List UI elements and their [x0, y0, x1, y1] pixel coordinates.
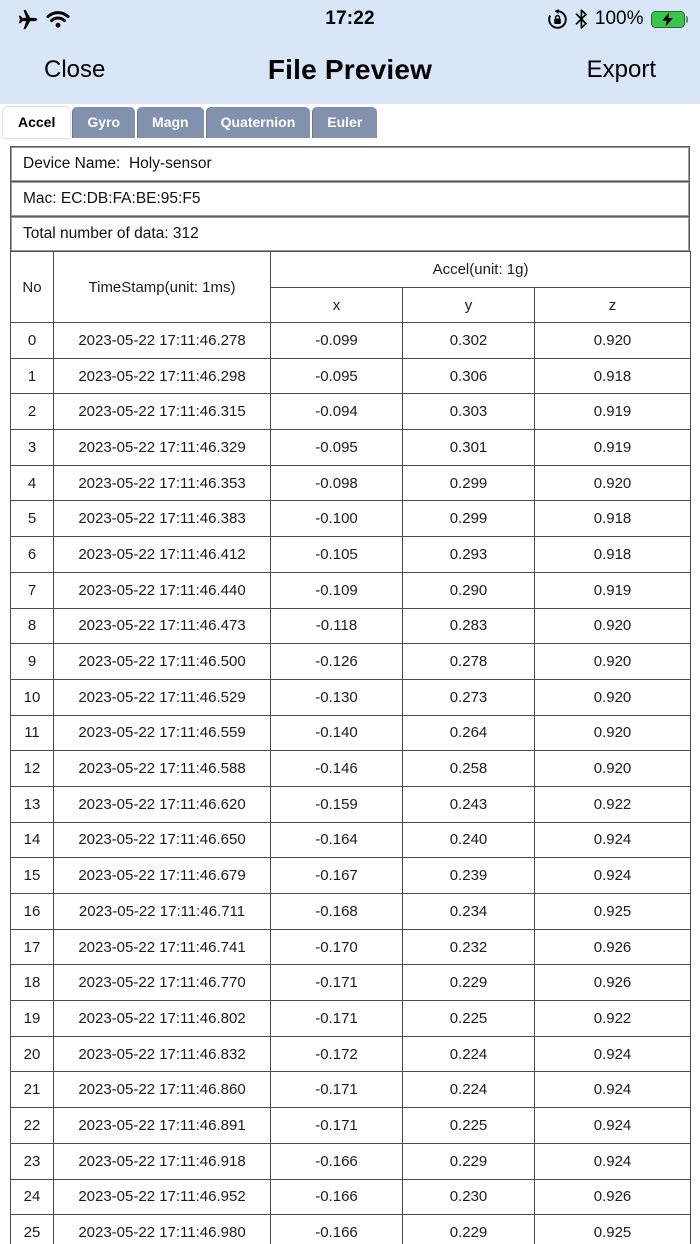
cell-x: -0.172	[271, 1036, 403, 1072]
cell-y: 0.290	[403, 572, 535, 608]
cell-y: 0.224	[403, 1036, 535, 1072]
cell-ts: 2023-05-22 17:11:46.650	[54, 822, 271, 858]
cell-x: -0.109	[271, 572, 403, 608]
cell-z: 0.920	[535, 644, 691, 680]
cell-z: 0.919	[535, 572, 691, 608]
table-row	[11, 572, 691, 608]
cell-y: 0.232	[403, 929, 535, 965]
cell-x: -0.171	[271, 1072, 403, 1108]
cell-y: 0.258	[403, 751, 535, 787]
cell-ts: 2023-05-22 17:11:46.679	[54, 858, 271, 894]
cell-x: -0.166	[271, 1215, 403, 1244]
cell-ts: 2023-05-22 17:11:46.315	[54, 394, 271, 430]
cell-no: 20	[11, 1036, 54, 1072]
cell-z: 0.924	[535, 822, 691, 858]
table-row	[11, 608, 691, 644]
file-info-list	[10, 146, 690, 252]
cell-x: -0.159	[271, 786, 403, 822]
data-table	[10, 251, 691, 1244]
page-title: File Preview	[267, 54, 433, 85]
status-bar	[0, 0, 700, 36]
table-row	[11, 929, 691, 965]
cell-z: 0.922	[535, 1001, 691, 1037]
cell-x: -0.095	[271, 358, 403, 394]
cell-z: 0.924	[535, 1036, 691, 1072]
cell-z: 0.922	[535, 786, 691, 822]
cell-ts: 2023-05-22 17:11:46.500	[54, 644, 271, 680]
cell-no: 19	[11, 1001, 54, 1037]
cell-x: -0.171	[271, 1108, 403, 1144]
cell-y: 0.303	[403, 394, 535, 430]
table-row	[11, 858, 691, 894]
cell-x: -0.166	[271, 1179, 403, 1215]
cell-z: 0.924	[535, 1072, 691, 1108]
cell-z: 0.925	[535, 1215, 691, 1244]
table-row	[11, 894, 691, 930]
cell-x: -0.100	[271, 501, 403, 537]
cell-ts: 2023-05-22 17:11:46.711	[54, 894, 271, 930]
tab-accel[interactable]: Accel	[3, 107, 70, 138]
table-row	[11, 1072, 691, 1108]
table-row	[11, 1036, 691, 1072]
cell-ts: 2023-05-22 17:11:46.588	[54, 751, 271, 787]
cell-x: -0.094	[271, 394, 403, 430]
cell-z: 0.918	[535, 358, 691, 394]
tab-quaternion[interactable]: Quaternion	[206, 107, 311, 138]
cell-y: 0.302	[403, 323, 535, 359]
header-accel-group: Accel(unit: 1g)	[271, 252, 691, 288]
cell-x: -0.140	[271, 715, 403, 751]
cell-no: 6	[11, 537, 54, 573]
cell-no: 7	[11, 572, 54, 608]
cell-no: 0	[11, 323, 54, 359]
cell-no: 14	[11, 822, 54, 858]
header-timestamp: TimeStamp(unit: 1ms)	[54, 252, 271, 323]
table-row	[11, 1001, 691, 1037]
cell-ts: 2023-05-22 17:11:46.802	[54, 1001, 271, 1037]
cell-no: 10	[11, 679, 54, 715]
content-area	[10, 146, 690, 1244]
cell-z: 0.926	[535, 929, 691, 965]
cell-z: 0.920	[535, 465, 691, 501]
info-row-total-count: Total number of data: 312	[10, 216, 690, 252]
cell-y: 0.306	[403, 358, 535, 394]
table-row	[11, 679, 691, 715]
cell-no: 16	[11, 894, 54, 930]
table-row	[11, 822, 691, 858]
cell-z: 0.918	[535, 537, 691, 573]
cell-y: 0.301	[403, 430, 535, 466]
cell-y: 0.229	[403, 1143, 535, 1179]
cell-z: 0.926	[535, 1179, 691, 1215]
cell-no: 2	[11, 394, 54, 430]
cell-y: 0.243	[403, 786, 535, 822]
cell-y: 0.273	[403, 679, 535, 715]
cell-x: -0.171	[271, 1001, 403, 1037]
tab-euler[interactable]: Euler	[312, 107, 377, 138]
cell-z: 0.924	[535, 1108, 691, 1144]
cell-y: 0.299	[403, 465, 535, 501]
table-row	[11, 786, 691, 822]
cell-ts: 2023-05-22 17:11:46.529	[54, 679, 271, 715]
cell-ts: 2023-05-22 17:11:46.952	[54, 1179, 271, 1215]
tab-bar	[0, 104, 700, 140]
table-row	[11, 501, 691, 537]
table-row	[11, 537, 691, 573]
table-row	[11, 1179, 691, 1215]
cell-y: 0.240	[403, 822, 535, 858]
cell-x: -0.164	[271, 822, 403, 858]
table-row	[11, 430, 691, 466]
cell-x: -0.167	[271, 858, 403, 894]
table-row	[11, 323, 691, 359]
cell-x: -0.098	[271, 465, 403, 501]
cell-no: 21	[11, 1072, 54, 1108]
cell-ts: 2023-05-22 17:11:46.741	[54, 929, 271, 965]
cell-y: 0.229	[403, 965, 535, 1001]
cell-z: 0.925	[535, 894, 691, 930]
header-z: z	[535, 288, 691, 323]
cell-x: -0.168	[271, 894, 403, 930]
cell-y: 0.293	[403, 537, 535, 573]
cell-y: 0.224	[403, 1072, 535, 1108]
battery-percent: 100%	[594, 8, 644, 29]
header-x: x	[271, 288, 403, 323]
cell-z: 0.924	[535, 858, 691, 894]
cell-y: 0.299	[403, 501, 535, 537]
cell-z: 0.918	[535, 501, 691, 537]
cell-no: 18	[11, 965, 54, 1001]
cell-x: -0.126	[271, 644, 403, 680]
cell-ts: 2023-05-22 17:11:46.891	[54, 1108, 271, 1144]
cell-no: 23	[11, 1143, 54, 1179]
table-row	[11, 465, 691, 501]
cell-ts: 2023-05-22 17:11:46.918	[54, 1143, 271, 1179]
table-row	[11, 1143, 691, 1179]
cell-ts: 2023-05-22 17:11:46.383	[54, 501, 271, 537]
cell-no: 9	[11, 644, 54, 680]
cell-no: 1	[11, 358, 54, 394]
table-row	[11, 1108, 691, 1144]
table-row	[11, 751, 691, 787]
cell-y: 0.230	[403, 1179, 535, 1215]
cell-no: 5	[11, 501, 54, 537]
cell-no: 22	[11, 1108, 54, 1144]
cell-y: 0.239	[403, 858, 535, 894]
cell-no: 24	[11, 1179, 54, 1215]
cell-ts: 2023-05-22 17:11:46.329	[54, 430, 271, 466]
cell-no: 12	[11, 751, 54, 787]
cell-y: 0.225	[403, 1001, 535, 1037]
cell-y: 0.283	[403, 608, 535, 644]
header-no: No	[11, 252, 54, 323]
cell-y: 0.278	[403, 644, 535, 680]
cell-no: 13	[11, 786, 54, 822]
cell-ts: 2023-05-22 17:11:46.832	[54, 1036, 271, 1072]
table-row	[11, 394, 691, 430]
cell-no: 15	[11, 858, 54, 894]
info-row-device-name: Device Name: Holy-sensor	[10, 146, 690, 182]
table-row	[11, 644, 691, 680]
cell-y: 0.264	[403, 715, 535, 751]
cell-z: 0.919	[535, 394, 691, 430]
cell-y: 0.225	[403, 1108, 535, 1144]
table-body	[11, 323, 691, 1244]
cell-ts: 2023-05-22 17:11:46.559	[54, 715, 271, 751]
cell-x: -0.170	[271, 929, 403, 965]
cell-ts: 2023-05-22 17:11:46.473	[54, 608, 271, 644]
cell-z: 0.926	[535, 965, 691, 1001]
status-time: 17:22	[325, 8, 375, 29]
top-bar	[0, 0, 700, 104]
cell-no: 17	[11, 929, 54, 965]
cell-z: 0.920	[535, 715, 691, 751]
cell-z: 0.920	[535, 608, 691, 644]
cell-x: -0.095	[271, 430, 403, 466]
nav-bar	[0, 36, 700, 104]
cell-ts: 2023-05-22 17:11:46.412	[54, 537, 271, 573]
cell-x: -0.146	[271, 751, 403, 787]
cell-z: 0.924	[535, 1143, 691, 1179]
cell-z: 0.920	[535, 323, 691, 359]
cell-z: 0.920	[535, 751, 691, 787]
table-row	[11, 1215, 691, 1244]
cell-z: 0.920	[535, 679, 691, 715]
tab-gyro[interactable]: Gyro	[72, 107, 135, 138]
cell-no: 11	[11, 715, 54, 751]
cell-ts: 2023-05-22 17:11:46.620	[54, 786, 271, 822]
table-row	[11, 965, 691, 1001]
cell-x: -0.130	[271, 679, 403, 715]
header-y: y	[403, 288, 535, 323]
table-row	[11, 358, 691, 394]
cell-ts: 2023-05-22 17:11:46.860	[54, 1072, 271, 1108]
cell-ts: 2023-05-22 17:11:46.440	[54, 572, 271, 608]
cell-ts: 2023-05-22 17:11:46.298	[54, 358, 271, 394]
cell-y: 0.229	[403, 1215, 535, 1244]
close-button[interactable]: Close	[44, 56, 106, 83]
cell-no: 3	[11, 430, 54, 466]
cell-x: -0.118	[271, 608, 403, 644]
cell-ts: 2023-05-22 17:11:46.278	[54, 323, 271, 359]
cell-x: -0.166	[271, 1143, 403, 1179]
cell-no: 8	[11, 608, 54, 644]
table-row	[11, 715, 691, 751]
cell-ts: 2023-05-22 17:11:46.353	[54, 465, 271, 501]
cell-x: -0.105	[271, 537, 403, 573]
info-row-mac-address: Mac: EC:DB:FA:BE:95:F5	[10, 181, 690, 217]
cell-x: -0.171	[271, 965, 403, 1001]
table-header	[11, 252, 691, 323]
cell-ts: 2023-05-22 17:11:46.980	[54, 1215, 271, 1244]
export-button[interactable]: Export	[586, 56, 656, 83]
cell-z: 0.919	[535, 430, 691, 466]
tab-magn[interactable]: Magn	[137, 107, 204, 138]
cell-no: 4	[11, 465, 54, 501]
cell-ts: 2023-05-22 17:11:46.770	[54, 965, 271, 1001]
cell-y: 0.234	[403, 894, 535, 930]
cell-no: 25	[11, 1215, 54, 1244]
cell-x: -0.099	[271, 323, 403, 359]
